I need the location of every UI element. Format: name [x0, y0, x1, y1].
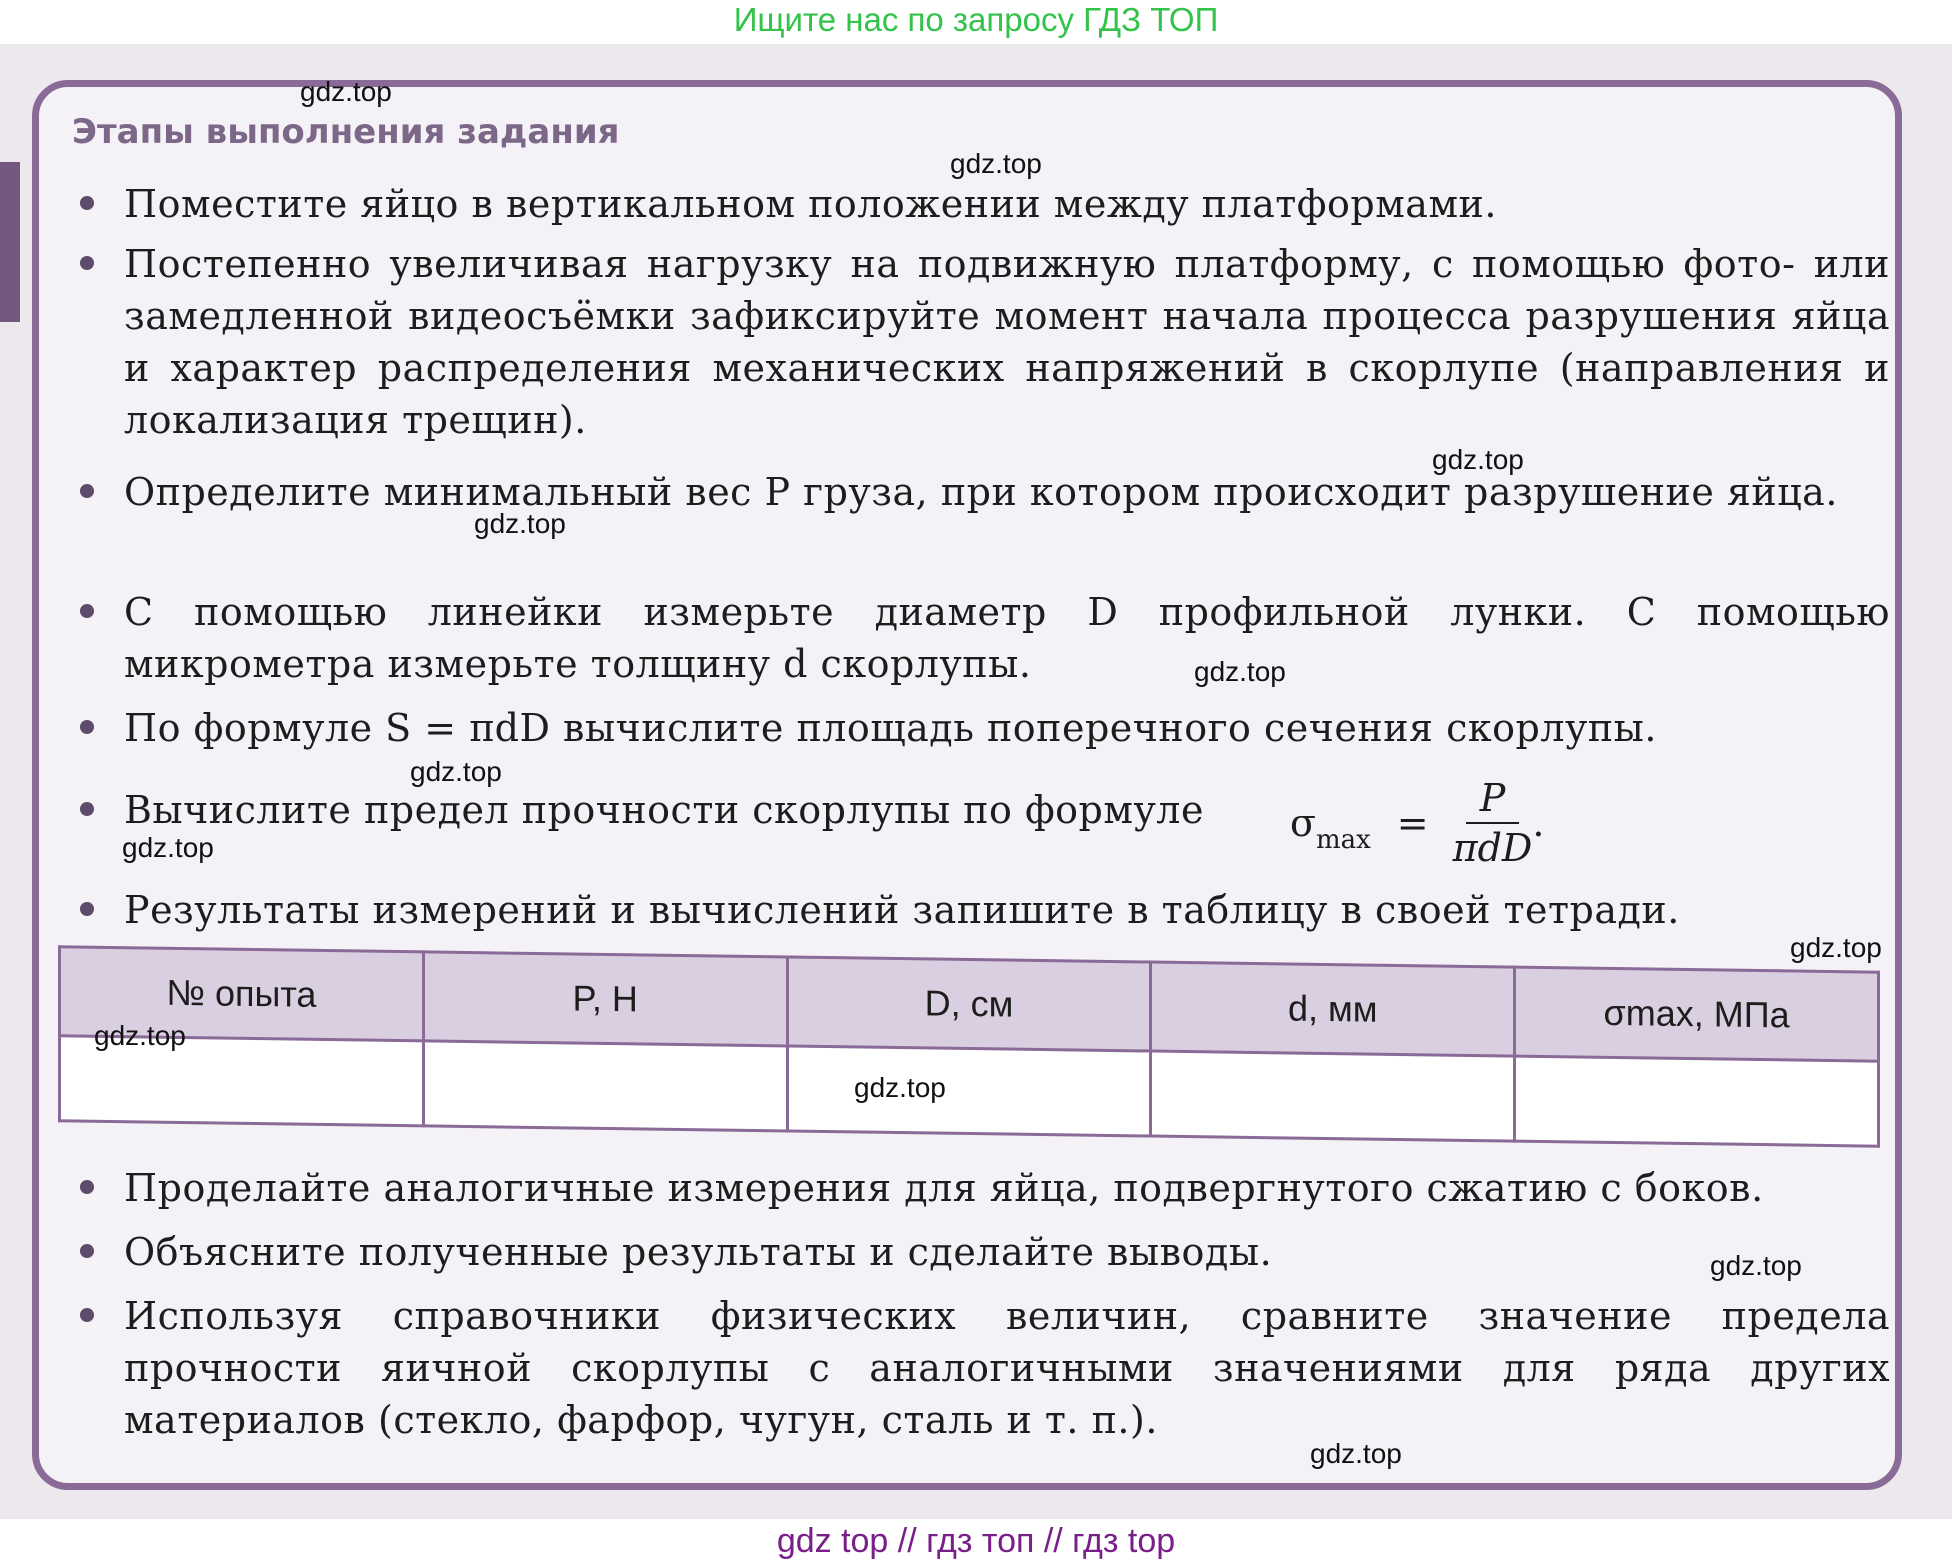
- bottom-banner: gdz top // гдз топ // гдз top: [776, 1522, 1176, 1560]
- bullet-icon: [80, 720, 94, 734]
- watermark: gdz.top: [1310, 1438, 1402, 1469]
- watermark: gdz.top: [300, 76, 392, 107]
- strength-formula: $\sigma_{max}$ = $\frac{P}{\text{πdD}}$ .: [1290, 776, 1545, 870]
- table-header-cell: P, Н: [423, 952, 787, 1046]
- step-item: По формуле S = πdD вычислите площадь поперечного сечения скорлупы.: [80, 702, 1890, 754]
- step-item: Проделайте аналогичные измерения для яйца, подвергнутого сжатию с боков.: [80, 1162, 1890, 1214]
- step-item: Используя справочники физических величин, сравните значение предела прочности яичной скорлупы с аналогичными значениями для ряда других материалов (стекло, фарфор, чугун, сталь и т. п.).: [80, 1290, 1890, 1446]
- results-table: [58, 945, 1880, 1147]
- bullet-icon: [80, 1308, 94, 1322]
- table-cell: [1515, 1056, 1879, 1146]
- watermark: gdz.top: [122, 832, 214, 863]
- watermark: gdz.top: [854, 1072, 946, 1103]
- bullet-icon: [80, 1244, 94, 1258]
- watermark: gdz.top: [1790, 932, 1882, 963]
- step-item: Поместите яйцо в вертикальном положении между платформами.: [80, 178, 1890, 230]
- bullet-icon: [80, 484, 94, 498]
- table-cell: [1151, 1051, 1515, 1141]
- watermark: gdz.top: [94, 1020, 186, 1051]
- watermark: gdz.top: [410, 756, 502, 787]
- top-banner: Ищите нас по запросу ГДЗ ТОП: [733, 1, 1219, 38]
- section-heading: Этапы выполнения задания: [72, 112, 620, 152]
- table-cell: [787, 1046, 1151, 1136]
- bullet-icon: [80, 196, 94, 210]
- watermark: gdz.top: [1432, 444, 1524, 475]
- bullet-icon: [80, 1180, 94, 1194]
- bullet-icon: [80, 802, 94, 816]
- watermark: gdz.top: [1710, 1250, 1802, 1281]
- step-item: Объясните полученные результаты и сделайте выводы.: [80, 1226, 1890, 1278]
- table-cell: [423, 1041, 787, 1131]
- watermark: gdz.top: [1194, 656, 1286, 687]
- watermark: gdz.top: [474, 508, 566, 539]
- table-header-cell: № опыта: [60, 947, 424, 1041]
- step-item: С помощью линейки измерьте диаметр D профильной лунки. С помощью микрометра измерьте толщину d скорлупы.: [80, 586, 1890, 690]
- formula-fraction: $\frac{P}{\text{πdD}}$: [1452, 776, 1533, 870]
- side-tab: [0, 162, 20, 322]
- step-item: Вычислите предел прочности скорлупы по формуле: [80, 784, 1310, 836]
- bullet-icon: [80, 604, 94, 618]
- bullet-icon: [80, 256, 94, 270]
- table-header-cell: D, см: [787, 957, 1151, 1051]
- table-header-cell: d, мм: [1151, 962, 1515, 1056]
- step-item: Результаты измерений и вычислений запишите в таблицу в своей тетради.: [80, 884, 1890, 936]
- watermark: gdz.top: [950, 148, 1042, 179]
- step-item: Определите минимальный вес P груза, при котором происходит разрушение яйца.: [80, 466, 1890, 518]
- table-header-cell: σmax, МПа: [1515, 967, 1879, 1061]
- step-item: Постепенно увеличивая нагрузку на подвижную платформу, с помощью фото- или замедленной видеосъёмки зафиксируйте момент начала процесса разрушения яйца и характер распределения механических напряжений в скорлупе (направления и локализация трещин).: [80, 238, 1890, 446]
- bullet-icon: [80, 902, 94, 916]
